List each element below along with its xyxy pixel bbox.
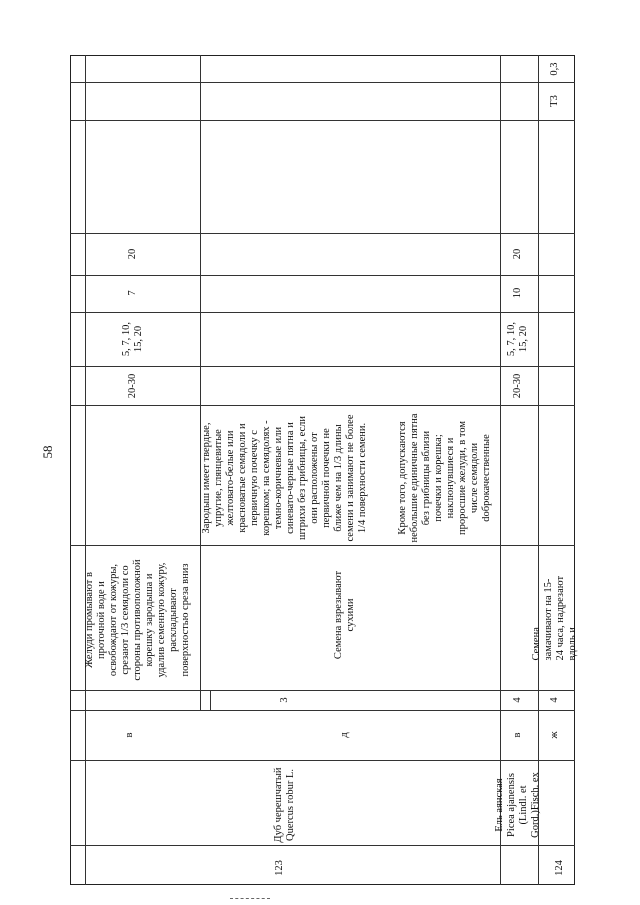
grid-line xyxy=(500,55,501,885)
grid-line xyxy=(210,690,211,710)
first-count-value: 10 xyxy=(512,287,523,299)
preparation-text: Семена замачивают на 15- 24 часа, надрезают вдоль и xyxy=(531,575,578,661)
index-label: Т3 xyxy=(549,95,560,107)
count-value: 3 xyxy=(279,697,290,703)
page-number: 58 xyxy=(40,445,55,459)
footer-rule xyxy=(230,898,270,899)
count-days: 5, 7, 10, 15, 20 xyxy=(506,321,529,357)
preparation-text: Семена взрезывают сухими xyxy=(333,570,356,660)
final-count-value: 20 xyxy=(127,248,138,260)
final-count-value: 20 xyxy=(512,248,523,260)
method-label: в xyxy=(124,732,135,738)
preparation-text: Желуди промывают в проточной воде и освобождают от кожуры, срезают 1/3 семядоли со стороны противоположной корешку зародыша и удалив семенную кожуру, раскладывают поверхностью среза вниз xyxy=(84,559,191,681)
index-value: 0,3 xyxy=(549,62,560,76)
count-value: 4 xyxy=(549,697,560,703)
species-name: Ель аянская Picea ajanensis (Lindl. et Gord.)Fisch. ex xyxy=(494,772,541,838)
method-label: д xyxy=(339,732,350,738)
row-number: 124 xyxy=(554,860,565,876)
species-name: Дуб черешчатый Quercus robur L. xyxy=(273,767,296,843)
grid-line xyxy=(200,55,201,710)
evaluation-criteria: Зародыш имеет твердые, упругие, глянцевитые желтовато-белые или красноватые семядоли и первичную почечку с корешком; на семядолях - темно-коричневые или синевато-черные пятна и штрихи без грибницы, если они расположены от первичной почечки не ближе чем на 1/3 длины семени и занимают не более 1/4 поверхности семени. xyxy=(201,414,368,542)
count-days: 5, 7, 10, 15, 20 xyxy=(121,321,144,357)
method-label: ж xyxy=(549,731,560,739)
grid-line xyxy=(538,55,539,885)
count-value: 4 xyxy=(512,697,523,703)
temperature-value: 20-30 xyxy=(127,373,138,399)
grid-line xyxy=(85,55,86,885)
temperature-value: 20-30 xyxy=(512,373,523,399)
evaluation-criteria-extra: Кроме того, допускаются небольшие единичные пятна без грибницы вблизи почечки и корешка; наклюнувшиеся и проросшие желуди, в том числе семядоли dоброкачественные xyxy=(397,413,492,543)
first-count-value: 7 xyxy=(127,290,138,296)
row-number: 123 xyxy=(274,860,285,876)
method-label: в xyxy=(512,732,523,738)
